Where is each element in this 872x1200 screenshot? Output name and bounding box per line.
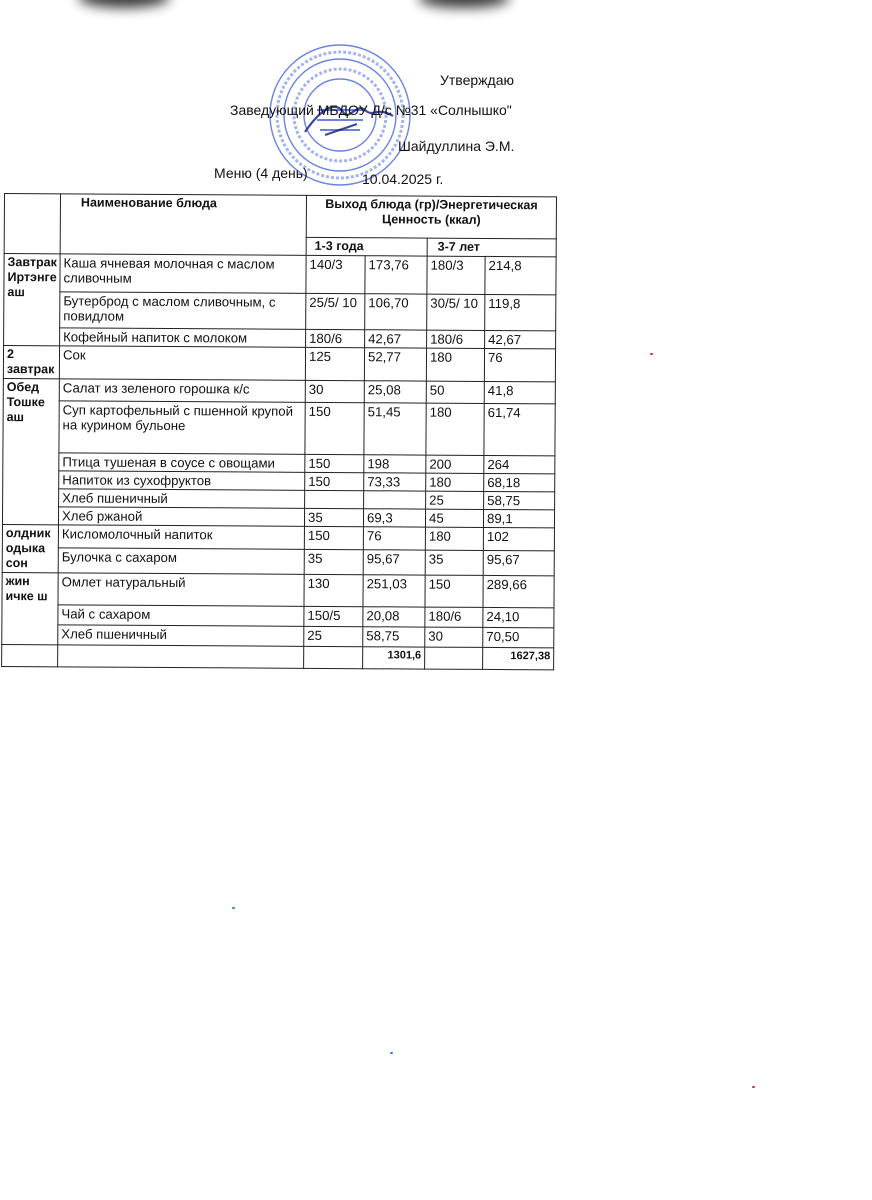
dish-name-header: Наименование блюда	[60, 194, 306, 256]
portion-3-7: 30	[425, 627, 483, 647]
table-row	[2, 572, 554, 607]
kcal-1-3: 95,67	[363, 550, 425, 575]
meal-name: 2 завтрак	[3, 346, 59, 379]
kcal-3-7: 68,18	[484, 473, 555, 491]
total-empty	[58, 645, 304, 669]
dish-name: Суп картофельный с пшенной крупой на курином бульоне	[59, 401, 305, 455]
head-title: Заведующий МБДОУ Д/с №31 «Солнышко"	[230, 102, 512, 118]
portion-3-7: 180	[426, 348, 484, 381]
dish-name: Хлеб пшеничный	[58, 625, 304, 647]
portion-3-7: 25	[426, 491, 484, 509]
dish-name: Чай с сахаром	[58, 605, 304, 627]
kcal-1-3: 198	[364, 455, 426, 473]
table-row	[3, 400, 555, 455]
kcal-3-7: 214,8	[485, 256, 556, 294]
menu-date: 10.04.2025 г.	[362, 171, 444, 187]
age-group-3-7: 3-7 лет	[427, 238, 556, 257]
total-empty	[304, 646, 363, 668]
portion-3-7: 30/5/ 10	[427, 294, 485, 330]
dish-name: Хлеб пшеничный	[59, 489, 305, 509]
portion-1-3: 35	[304, 549, 363, 574]
portion-3-7: 180/6	[425, 607, 483, 627]
scan-speck	[232, 907, 235, 909]
kcal-3-7: 102	[483, 527, 554, 550]
portion-1-3: 150	[304, 526, 363, 549]
portion-3-7: 180/6	[427, 330, 485, 348]
approve-label: Утверждаю	[440, 72, 514, 88]
kcal-1-3: 25,08	[364, 381, 426, 403]
portion-1-3: 130	[304, 574, 363, 606]
portion-1-3: 25/5/ 10	[306, 293, 365, 329]
dish-name: Салат из зеленого горошка к/с	[59, 379, 305, 403]
table-row	[2, 547, 554, 575]
table-row	[2, 524, 554, 550]
scan-smudge-left	[78, 0, 170, 8]
portion-1-3: 150	[305, 402, 364, 454]
menu-table	[1, 193, 557, 670]
portion-1-3: 150	[305, 472, 364, 490]
scan-speck	[752, 1086, 755, 1088]
age-group-1-3: 1-3 года	[306, 237, 427, 256]
dish-name: Кисломолочный напиток	[58, 525, 304, 549]
head-name: Шайдуллина Э.М.	[398, 138, 515, 154]
meal-name: Завтрак Иртэнге аш	[4, 254, 61, 346]
portion-3-7: 180	[425, 527, 483, 550]
kcal-3-7: 76	[484, 348, 555, 381]
portion-1-3: 150	[305, 454, 364, 472]
kcal-1-3: 106,70	[365, 294, 427, 330]
meal-name: жин ичке ш	[2, 572, 58, 644]
dish-name: Бутерброд с маслом сливочным, с повидлом	[60, 292, 306, 330]
dish-name: Напиток из сухофруктов	[59, 471, 305, 491]
meal-name: олдник одыка сон	[2, 524, 58, 572]
portion-3-7: 200	[426, 455, 484, 473]
kcal-3-7: 289,66	[483, 575, 554, 607]
kcal-1-3: 52,77	[364, 348, 426, 381]
portion-3-7: 150	[425, 575, 483, 607]
portion-1-3: 180/6	[306, 329, 365, 347]
portion-1-3	[305, 490, 364, 508]
total-row	[2, 644, 554, 669]
kcal-1-3: 251,03	[363, 575, 425, 607]
portion-1-3: 125	[305, 347, 364, 380]
meal-name: Обед Тошке аш	[2, 378, 59, 524]
kcal-3-7: 42,67	[485, 330, 556, 348]
dish-name: Кофейный напиток с молоком	[60, 328, 306, 348]
portion-1-3: 35	[304, 508, 363, 526]
table-header-row	[4, 194, 556, 239]
kcal-1-3: 73,33	[364, 473, 426, 491]
portion-3-7: 50	[426, 381, 484, 403]
kcal-3-7: 58,75	[484, 491, 555, 509]
table-row	[4, 254, 556, 295]
kcal-3-7: 95,67	[483, 550, 554, 575]
kcal-1-3: 42,67	[365, 330, 427, 348]
output-header: Выход блюда (гр)/Энергетическая Ценность (ккал)	[306, 195, 556, 239]
total-kcal-3-7: 1627,38	[483, 647, 554, 669]
kcal-1-3: 51,45	[364, 403, 426, 455]
table-row	[4, 292, 556, 331]
dish-name: Хлеб ржаной	[58, 507, 304, 527]
portion-3-7: 180	[426, 473, 484, 491]
kcal-3-7: 24,10	[483, 607, 554, 627]
kcal-3-7: 61,74	[484, 403, 555, 455]
scan-speck	[650, 353, 653, 355]
kcal-1-3: 173,76	[365, 256, 427, 294]
kcal-3-7: 70,50	[483, 627, 554, 647]
total-empty	[2, 644, 58, 666]
dish-name: Каша ячневая молочная с маслом сливочным	[60, 254, 306, 294]
portion-1-3: 25	[304, 626, 363, 646]
kcal-3-7: 41,8	[484, 381, 555, 403]
total-kcal-1-3: 1301,6	[363, 647, 425, 669]
menu-title: Меню (4 день)	[214, 165, 308, 181]
kcal-1-3: 20,08	[363, 607, 425, 627]
portion-1-3: 150/5	[304, 606, 363, 626]
kcal-3-7: 119,8	[485, 294, 556, 330]
table-row	[3, 346, 555, 382]
meal-header-cell	[4, 194, 60, 254]
portion-3-7: 45	[425, 509, 483, 527]
dish-name: Птица тушеная в соусе с овощами	[59, 453, 305, 473]
portion-3-7: 180/3	[427, 256, 485, 294]
dish-name: Сок	[59, 346, 305, 381]
dish-name: Омлет натуральный	[58, 573, 304, 607]
kcal-3-7: 264	[484, 455, 555, 473]
kcal-3-7: 89,1	[483, 509, 554, 527]
scan-speck	[390, 1052, 393, 1054]
kcal-1-3	[364, 491, 426, 509]
total-empty	[425, 647, 483, 669]
kcal-1-3: 58,75	[363, 627, 425, 647]
kcal-1-3: 76	[363, 527, 425, 550]
portion-3-7: 180	[426, 403, 484, 455]
portion-1-3: 30	[305, 380, 364, 402]
portion-1-3: 140/3	[306, 255, 365, 293]
portion-3-7: 35	[425, 550, 483, 575]
dish-name: Булочка с сахаром	[58, 548, 304, 575]
scan-smudge-right	[418, 0, 510, 8]
kcal-1-3: 69,3	[363, 509, 425, 527]
